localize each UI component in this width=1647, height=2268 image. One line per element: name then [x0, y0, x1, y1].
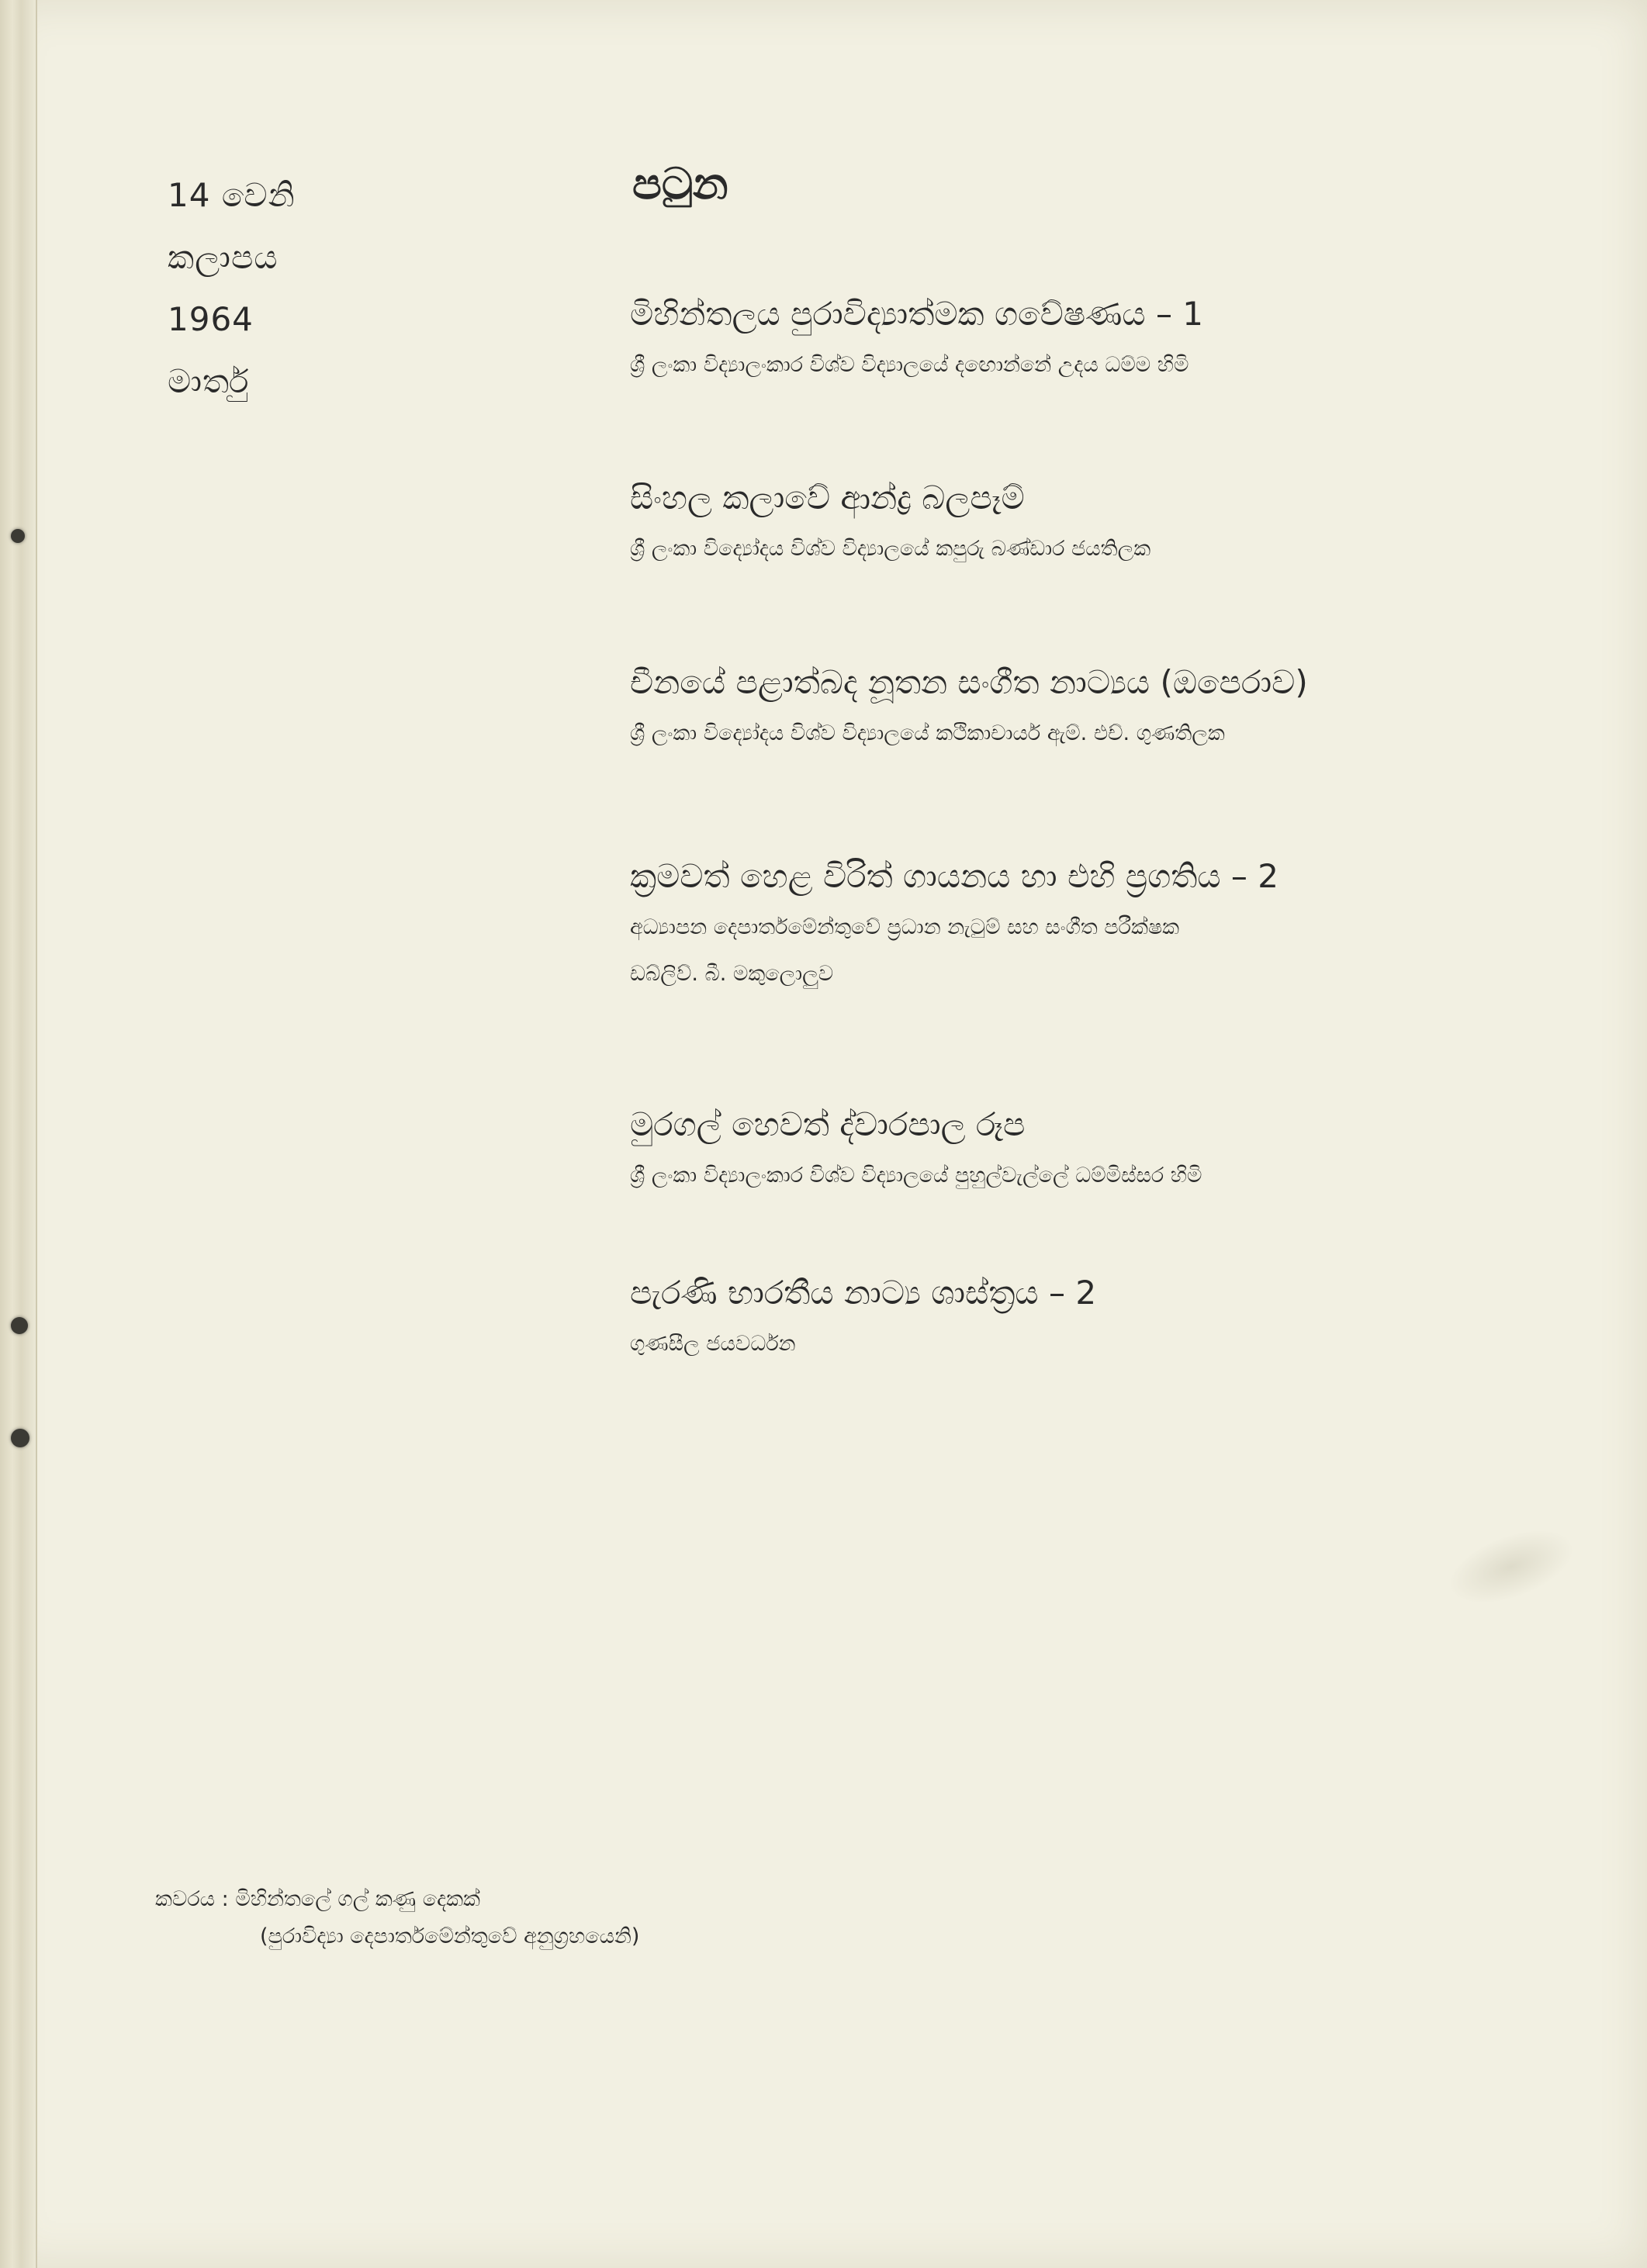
cover-courtesy: (පුරාවිද්‍යා දෙපාර්තමේන්තුවේ අනුග්‍රහයෙනි) [260, 1924, 640, 1948]
entry-title: මුරගල් හෙවත් ද්වාරපාල රූප [630, 1105, 1026, 1143]
entry-title: පැරණි භාරතීය නාට්‍ය ශාස්ත්‍රය – 2 [630, 1274, 1097, 1312]
entry-author: ශ්‍රී ලංකා විද්‍යාලංකාර විශ්ව විද්‍යාලයේ පුහුල්වැල්ලේ ධම්මිස්සර හිමි [630, 1163, 1202, 1188]
toc-entry [630, 853, 1592, 997]
issue-number: 14 වෙනි [168, 176, 296, 214]
entry-author: ශ්‍රී ලංකා විද්‍යෝදය විශ්ව විද්‍යාලයේ කපුරු බණ්ඩාර ජයතිලක [630, 537, 1151, 561]
entry-author-name: ඩබ්ලිව්. බී. මකුලොලුව [630, 962, 834, 986]
entry-title: මිහින්තලය පුරාවිද්‍යාත්මක ගවේෂණය – 1 [630, 295, 1204, 333]
toc-entry [630, 659, 1592, 757]
entry-author: අධ්‍යාපන දෙපාර්තමේන්තුවේ ප්‍රධාන නැටුම් සහ සංගීත පරීක්ෂක [630, 915, 1180, 939]
entry-author: ශ්‍රී ලංකා විද්‍යෝදය විශ්ව විද්‍යාලයේ කථිකාචාර්ය ඇම්. එච්. ගුණතිලක [630, 721, 1225, 745]
entry-author: ගුණසීල ජයවර්ධන [630, 1332, 796, 1356]
entry-title: චීනයේ පළාත්බද නූතන සංගීත නාට්‍යය (ඔපෙරාව) [630, 663, 1308, 701]
staple-mark [11, 1317, 28, 1334]
issue-year: 1964 [168, 300, 254, 338]
toc-entry [630, 1270, 1592, 1367]
toc-entry [630, 1101, 1592, 1199]
toc-entry [630, 291, 1592, 389]
entry-title: සිංහල කලාවේ ආන්ද්‍ර බලපෑම් [630, 479, 1025, 517]
cover-credit [155, 1881, 639, 1955]
binding-edge [0, 0, 37, 2268]
entry-title: ක්‍රමවත් හෙළ විරිත් ගායනය හා එහි ප්‍රගතිය – 2 [630, 857, 1279, 895]
toc-entry [630, 475, 1592, 572]
staple-mark [11, 529, 25, 543]
issue-month: මාර්තු [168, 362, 250, 400]
entry-author: ශ්‍රී ලංකා විද්‍යාලංකාර විශ්ව විද්‍යාලයේ දඟොන්නේ උදය ධම්ම හිමි [630, 353, 1189, 377]
issue-volume-label: කලාපය [168, 238, 279, 276]
cover-caption: කවරය : මිහින්තලේ ගල් කණු දෙකක් [155, 1887, 480, 1911]
paper-stain [1438, 1515, 1583, 1618]
staple-mark [11, 1429, 29, 1447]
contents-heading: පටුන [632, 159, 728, 209]
issue-info [168, 164, 385, 413]
